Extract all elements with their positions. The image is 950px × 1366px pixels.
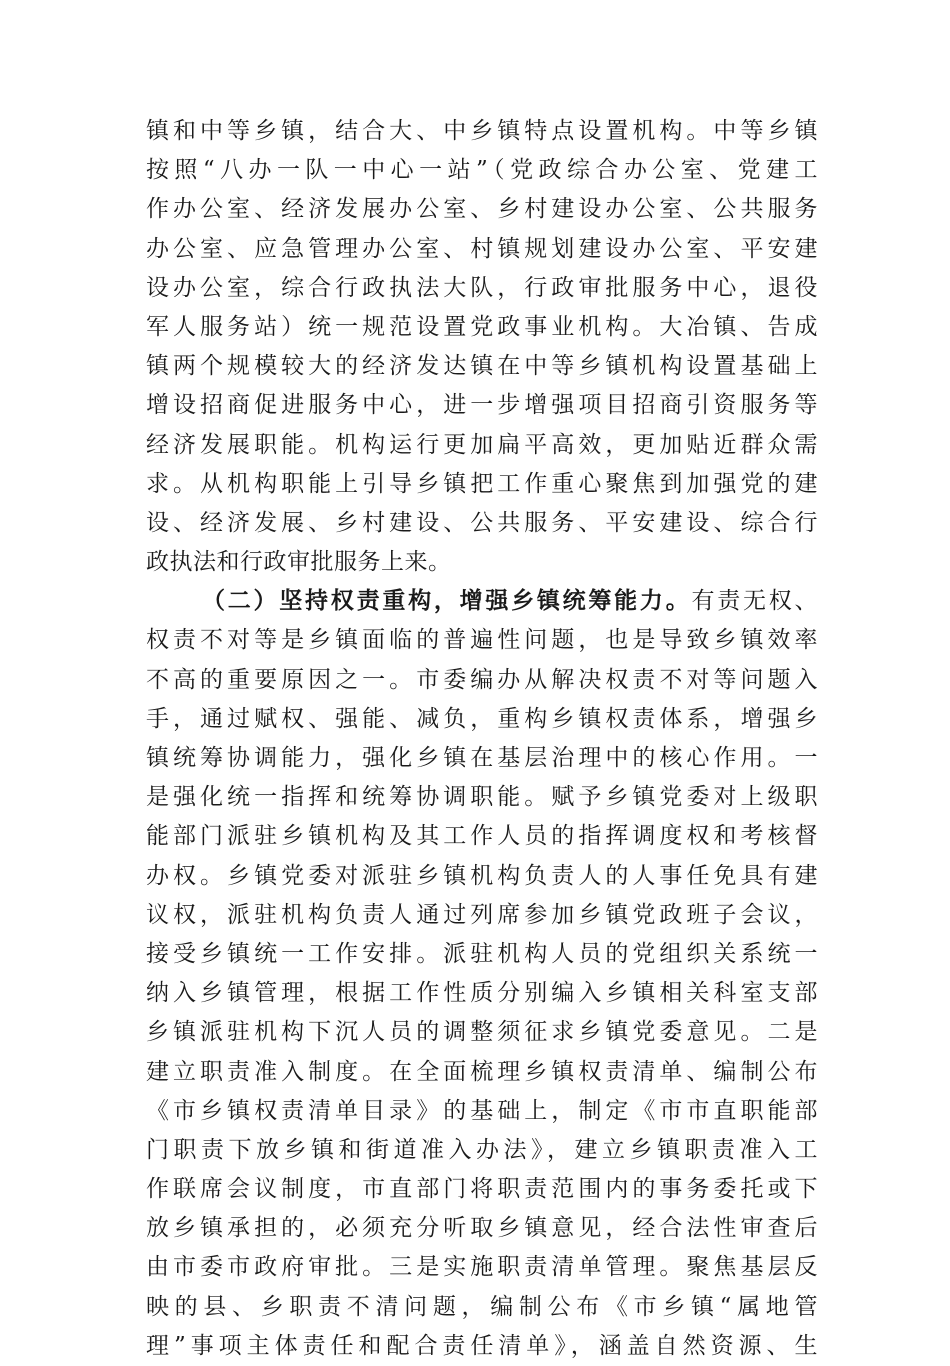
section-heading-continuation: 有责无权、 bbox=[691, 588, 819, 615]
text-line: 议权，派驻机构负责人通过列席参加乡镇党政班子会议， bbox=[146, 901, 818, 928]
text-line: 镇两个规模较大的经济发达镇在中等乡镇机构设置基础上 bbox=[146, 353, 818, 380]
text-line: 理”事项主体责任和配合责任清单》，涵盖自然资源、生 bbox=[146, 1332, 818, 1359]
text-line: 是强化统一指挥和统筹协调职能。赋予乡镇党委对上级职 bbox=[146, 784, 818, 811]
text-line: 军人服务站）统一规范设置党政事业机构。大冶镇、告成 bbox=[146, 313, 818, 340]
text-line: 办公室、应急管理办公室、村镇规划建设办公室、平安建 bbox=[146, 235, 818, 262]
section-heading-line bbox=[146, 582, 818, 621]
text-line: 放乡镇承担的，必须充分听取乡镇意见，经合法性审查后 bbox=[146, 1215, 818, 1242]
text-line: 纳入乡镇管理，根据工作性质分别编入乡镇相关科室支部 bbox=[146, 980, 818, 1007]
text-line: 不高的重要原因之一。市委编办从解决权责不对等问题入 bbox=[146, 666, 818, 693]
text-line: 手，通过赋权、强能、减负，重构乡镇权责体系，增强乡 bbox=[146, 705, 818, 732]
text-line: 接受乡镇统一工作安排。派驻机构人员的党组织关系统一 bbox=[146, 940, 818, 967]
text-line: 办权。乡镇党委对派驻乡镇机构负责人的人事任免具有建 bbox=[146, 862, 818, 889]
text-line: 映的县、乡职责不清问题，编制公布《市乡镇“属地管 bbox=[146, 1293, 818, 1320]
text-line: 求。从机构职能上引导乡镇把工作重心聚焦到加强党的建 bbox=[146, 470, 818, 497]
text-line: 作联席会议制度，市直部门将职责范围内的事务委托或下 bbox=[146, 1176, 818, 1203]
text-line: 门职责下放乡镇和街道准入办法》，建立乡镇职责准入工 bbox=[146, 1136, 818, 1163]
text-line: 政执法和行政审批服务上来。 bbox=[146, 549, 452, 576]
document-body bbox=[146, 112, 818, 1366]
text-line: 按照“八办一队一中心一站”（党政综合办公室、党建工 bbox=[146, 157, 818, 184]
text-line: 能部门派驻乡镇机构及其工作人员的指挥调度权和考核督 bbox=[146, 823, 818, 850]
text-line: 设办公室，综合行政执法大队，行政审批服务中心，退役 bbox=[146, 274, 818, 301]
text-line: 权责不对等是乡镇面临的普遍性问题，也是导致乡镇效率 bbox=[146, 627, 818, 654]
text-line: 建立职责准入制度。在全面梳理乡镇权责清单、编制公布 bbox=[146, 1058, 818, 1085]
text-line: 《市乡镇权责清单目录》的基础上，制定《市市直职能部 bbox=[146, 1097, 818, 1124]
text-line: 增设招商促进服务中心，进一步增强项目招商引资服务等 bbox=[146, 392, 818, 419]
text-line: 作办公室、经济发展办公室、乡村建设办公室、公共服务 bbox=[146, 196, 818, 223]
text-line: 设、经济发展、乡村建设、公共服务、平安建设、综合行 bbox=[146, 509, 818, 536]
text-line: 经济发展职能。机构运行更加扁平高效，更加贴近群众需 bbox=[146, 431, 818, 458]
text-line: 镇和中等乡镇，结合大、中乡镇特点设置机构。中等乡镇 bbox=[146, 118, 818, 144]
section-heading: （二）坚持权责重构，增强乡镇统筹能力。 bbox=[202, 588, 692, 615]
text-line: 乡镇派驻机构下沉人员的调整须征求乡镇党委意见。二是 bbox=[146, 1019, 818, 1046]
text-line: 镇统筹协调能力，强化乡镇在基层治理中的核心作用。一 bbox=[146, 745, 818, 771]
text-line: 由市委市政府审批。三是实施职责清单管理。聚焦基层反 bbox=[146, 1254, 818, 1281]
